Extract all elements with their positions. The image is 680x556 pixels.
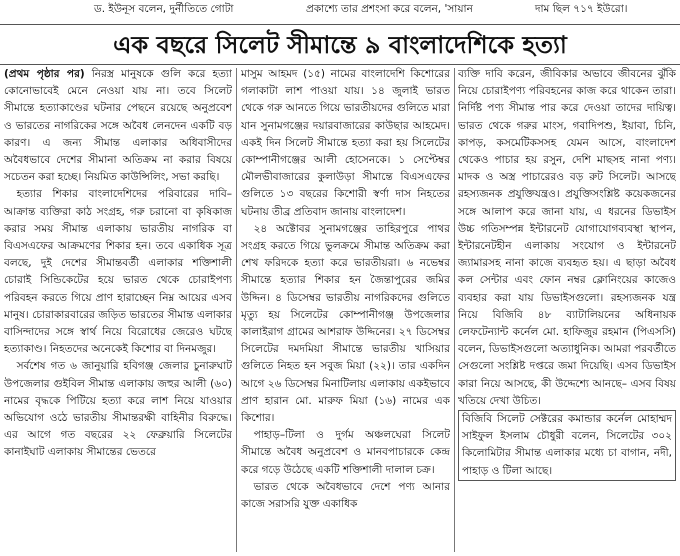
paragraph-text: নিরস্ত্র মানুষকে গুলি করে হত্যা কোনোভাবেই মেনে নেওয়া যায় না। তবে সিলেট সীমান্তে হত্যাকাণ্ডের ঘটনার পেছনে রয়েছে অনুপ্রবেশ ও ভারতের নাগরিকের সঙ্গে অবৈধ লেনদেন একটি বড় কারণ। এ জন্য সীমান্ত এলাকার অধিবাসীদের অবৈধভাবে দেশের সীমানা অতিক্রম না করার বিষয়ে সচেতন করা হচ্ছে। নিয়মিত কাউন্সিলিং, সভা করছি। <box>4 68 232 184</box>
top-rule <box>0 24 680 25</box>
article-column-2 <box>241 66 450 556</box>
paragraph: ২৪ অক্টোবর সুনামগঞ্জের তাহিরপুরে পাথর সংগ্রহ করতে গিয়ে ভুলক্রমে সীমান্ত অতিক্রম করা শেখ ফরিদকে হত্যা করে ভারতীয়রা। ৬ নভেম্বর সীমান্তে হত্যার শিকার হন জৈন্তাপুরের জমির উদ্দিন। ৪ ডিসেম্বর ভারতীয় নাগরিকদের গুলিতে মৃত্যু হয় সিলেটের কোম্পানীগঞ্জ উপজেলার কালাইরাগ গ্রামের আশরাফ উদ্দিনের। ২৭ ডিসেম্বর সিলেটের দমদমিয়া সীমান্তে ভারতীয় খাসিয়ার গুলিতে নিহত হন সবুজ মিয়া (২২)। তার একদিন আগে ২৬ ডিসেম্বর মিনাটিলায় এলাকায় একইভাবে প্রাণ হারান মো. মারুফ মিয়া (১৬) নামের এক কিশোর। <box>241 222 450 425</box>
headline-rule <box>0 64 680 65</box>
continuation-label: (প্রথম পৃষ্ঠার পর) <box>4 68 85 80</box>
paragraph <box>4 66 232 186</box>
top-strip-middle-text: প্রকাশ্যে তার প্রশংসা করে বলেন, 'সায়ান <box>306 3 473 15</box>
boxed-paragraph: বিজিবি সিলেট সেক্টরের কমান্ডার কর্নেল মোহাম্মদ সাইফুল ইসলাম চৌধুরী বলেন, সিলেটের ৩০২ কিলোমিটার সীমান্ত এলাকার মধ্যে চা বাগান, নদী, পাহাড় ও টিলা আছে। <box>458 410 676 481</box>
paragraph: পাহাড়–টিলা ও দুর্গম অঞ্চলঘেরা সিলেট সীমান্তে অবৈধ অনুপ্রবেশ ও মানবপাচারকে কেন্দ্র করে গড়ে উঠেছে একটি শক্তিশালী দালাল চক্র। <box>241 429 450 476</box>
top-strip-right-text: দাম ছিল ৭১৭ ইউরো। <box>535 3 628 15</box>
paragraph: ভারত থেকে অবৈধভাবে দেশে পণ্য আনার কাজে সরাসরি যুক্ত একাধিক <box>241 480 450 511</box>
paragraph: সর্বশেষ গত ৬ জানুয়ারি হবিগঞ্জ জেলার চুনারুঘাট উপজেলার গুইবিল সীমান্ত এলাকায় জহুর আলী (৬০) নামের বৃদ্ধকে পিটিয়ে হত্যা করে লাশ নিয়ে যাওয়ার অভিযোগ ওঠে ভারতীয় সীমান্তরক্ষী বাহিনীর বিরুদ্ধে। এর আগে গত বছরের ২২ ফেব্রুয়ারি সিলেটের কানাইঘাট এলাকায় সীমান্তের ভেতরে <box>4 360 232 459</box>
top-strip <box>0 0 680 24</box>
paragraph: মাসুম আহমদ (১৫) নামের বাংলাদেশি কিশোরের গলাকাটা লাশ পাওয়া যায়। ১৪ জুলাই ভারত থেকে গরু আনতে গিয়ে ভারতীয়দের গুলিতে মারা যান সুনামগঞ্জের দয়ারবাজারের কাউছার আহমেদ। একই দিন সিলেট সীমান্তে হত্যা করা হয় সিলেটের কোম্পানীগঞ্জের আলী হোসেনকে। ১ সেপ্টেম্বর মৌলভীবাজারের কুলাউড়া সীমান্তে বিএসএফের গুলিতে ১৩ বছরের কিশোরী স্বর্ণা দাস নিহতের ঘটনায় তীব্র প্রতিবাদ জানায় বাংলাদেশ। <box>241 68 450 218</box>
article-column-3 <box>458 66 676 556</box>
paragraph: হত্যার শিকার বাংলাদেশিদের পরিবারের দাবি– আক্রান্ত ব্যক্তিরা কাঠ সংগ্রহ, গরু চরানো বা কৃষিকাজ করার সময় সীমান্ত এলাকায় ভারতীয় নাগরিক বা বিএসএফের আক্রমণের শিকার হন। তবে একাধিক সূত্র বলছে, দুই দেশের সীমান্তবর্তী এলাকার শক্তিশালী চোরাই সিন্ডিকেটের হয়ে ভারত থেকে চোরাইপণ্য পরিবহন করতে গিয়ে প্রাণ হারাচ্ছেন নিম্ন আয়ের এসব মানুষ। চোরাকারবারের জড়িত ভারতের সীমান্ত এলাকার বাসিন্দাদের সঙ্গে স্বার্থ নিয়ে বিরোধের জেরেও ঘটছে হত্যাকাণ্ড। নিহতদের অনেকেই কিশোর বা দিনমজুর। <box>4 188 232 356</box>
paragraph: ব্যক্তি দাবি করেন, জীবিকার অভাবে জীবনের ঝুঁকি নিয়ে চোরাইপণ্য পরিবহনের কাজ করে থাকেন তারা। নির্দিষ্ট পণ্য সীমান্ত পার করে দেওয়া তাদের দায়িত্ব। ভারত থেকে গরুর মাংস, গবাদিপশু, ইয়াবা, চিনি, কাপড়, কসমেটিকসসহ যেমন আসে, বাংলাদেশ থেকেও পাচার হয় রসুন, দেশি মাছসহ নানা পণ্য। মাদক ও অস্ত্র পাচারেরও বড় রুট সিলেট। আসছে রহস্যজনক প্রযুক্তিযন্ত্রও। প্রযুক্তিসংশ্লিষ্ট কয়েকজনের সঙ্গে আলাপ করে জানা যায়, এ ধরনের ডিভাইস উচ্চ গতিসম্পন্ন ইন্টারনেট যোগাযোগব্যবস্থা স্থাপন, ইন্টারনেটহীন এলাকায় সংযোগ ও ইন্টারনেট জ্যামারসহ নানা কাজে ব্যবহৃত হয়। এ ছাড়া অবৈধ কল সেন্টার এবং ফোন নম্বর ক্লোনিংয়ের কাজেও ব্যবহার করা যায় ডিভাইসগুলো। রহস্যজনক যন্ত্র নিয়ে বিজিবি ৪৮ ব্যাটালিয়নের অধিনায়ক লেফটেন্যান্ট কর্নেল মো. হাফিজুর রহমান (পিএসসি) বলেন, ডিভাইসগুলো অত্যাধুনিক। আমরা পরবর্তীতে সেগুলো সংশ্লিষ্ট দপ্তরে জমা দিয়েছি। এসব ডিভাইস কারা নিয়ে আসছে, কী উদ্দেশ্যে আনছে– এসব বিষয় খতিয়ে দেখা উচিত। <box>458 68 676 407</box>
article-column-1 <box>4 66 232 556</box>
top-strip-left-text: ড. ইউনূস বলেন, দুর্নীতিতে গোটা <box>94 3 234 15</box>
article-body <box>0 66 680 556</box>
headline: এক বছরে সিলেট সীমান্তে ৯ বাংলাদেশিকে হত্যা <box>113 31 567 59</box>
